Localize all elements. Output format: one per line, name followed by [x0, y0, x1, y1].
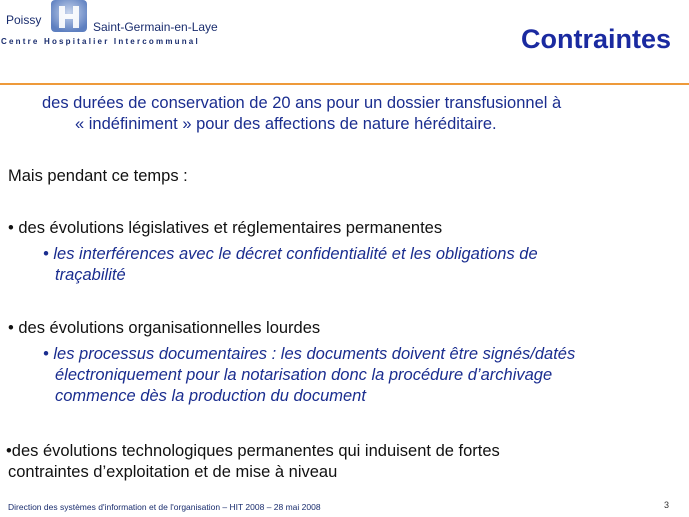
hospital-logo	[0, 0, 260, 50]
intro-line-1: des durées de conservation de 20 ans pour un dossier transfusionnel à	[42, 94, 562, 112]
sub-bullet-processes-line-1: • les processus documentaires : les documents doivent être signés/datés	[43, 345, 576, 363]
sub-bullet-processes-line-2: électroniquement pour la notarisation donc la procédure d’archivage	[55, 366, 553, 384]
meanwhile-text: Mais pendant ce temps :	[8, 167, 188, 185]
sub-bullet-interferences-line-2: traçabilité	[55, 266, 126, 284]
bullet-organisational: • des évolutions organisationnelles lourdes	[8, 319, 321, 337]
bullet-legislative: • des évolutions législatives et réglementaires permanentes	[8, 219, 443, 237]
sub-bullet-processes-line-3: commence dès la production du document	[55, 387, 366, 405]
bullet-technological-line-2: contraintes d’exploitation et de mise à niveau	[8, 463, 338, 481]
bullet-technological-line-1: •des évolutions technologiques permanentes qui induisent de fortes	[6, 442, 500, 460]
logo-subtitle-text: Centre Hospitalier Intercommunal	[1, 37, 200, 46]
footer-text: Direction des systèmes d'information et de l'organisation – HIT 2008 – 28 mai 2008	[8, 502, 321, 512]
page-number: 3	[663, 500, 669, 510]
intro-line-2: « indéfiniment » pour des affections de nature héréditaire.	[75, 115, 497, 133]
logo-poissy-text: Poissy	[6, 13, 42, 27]
sub-bullet-interferences-line-1: • les interférences avec le décret confidentialité et les obligations de	[43, 245, 538, 263]
slide-title: Contraintes	[520, 24, 671, 54]
logo-saint-germain-text: Saint-Germain-en-Laye	[93, 20, 218, 34]
header-divider	[0, 83, 689, 85]
hospital-logo-icon	[49, 0, 89, 36]
